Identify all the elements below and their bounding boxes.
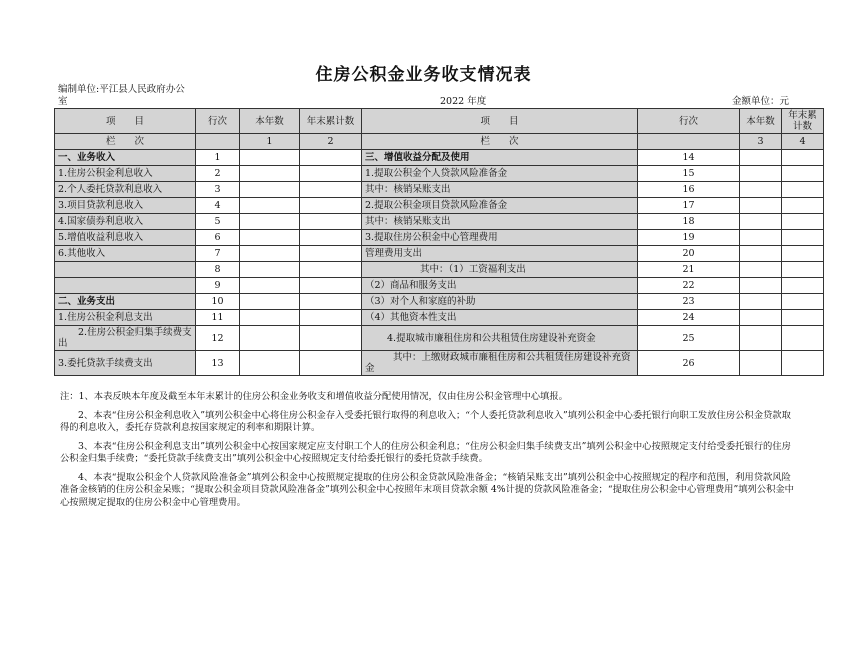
table-row	[55, 262, 824, 278]
row-no-left: 9	[196, 278, 240, 294]
value-cell	[300, 278, 362, 294]
value-cell	[240, 166, 300, 182]
row-no-left: 13	[196, 351, 240, 376]
row-no-left: 8	[196, 262, 240, 278]
table-header-row	[55, 109, 824, 134]
value-cell	[740, 278, 782, 294]
row-no-left: 7	[196, 246, 240, 262]
table-row	[55, 198, 824, 214]
value-cell	[300, 351, 362, 376]
value-cell	[240, 326, 300, 351]
value-cell	[782, 182, 824, 198]
value-cell	[782, 351, 824, 376]
row-label-right: 其中：上缴财政城市廉租住房和公共租赁住房建设补充资金	[362, 351, 638, 376]
value-cell	[740, 150, 782, 166]
value-cell	[300, 214, 362, 230]
value-cell	[782, 198, 824, 214]
header-cumulative-right: 年末累计数	[782, 109, 824, 134]
value-cell	[740, 166, 782, 182]
row-no-left: 2	[196, 166, 240, 182]
row-label-left: 4.国家债券利息收入	[55, 214, 196, 230]
table-row	[55, 230, 824, 246]
column-label-right: 栏 次	[362, 134, 638, 150]
value-cell	[740, 182, 782, 198]
table-row	[55, 326, 824, 351]
row-label-left: 6.其他收入	[55, 246, 196, 262]
value-cell	[740, 262, 782, 278]
row-label-right: 其中：核销呆账支出	[362, 182, 638, 198]
value-cell	[740, 230, 782, 246]
value-cell	[740, 198, 782, 214]
table-row	[55, 182, 824, 198]
compiling-unit	[58, 84, 185, 108]
row-label-left	[55, 262, 196, 278]
row-no-right: 21	[638, 262, 740, 278]
header-current-year-right: 本年数	[740, 109, 782, 134]
value-cell	[782, 246, 824, 262]
row-label-left: 1.住房公积金利息收入	[55, 166, 196, 182]
row-no-right: 14	[638, 150, 740, 166]
footnote-3: 3、本表“住房公积金利息支出”填列公积金中心按国家规定应支付职工个人的住房公积金利息；“住房公积金归集手续费支出”填列公积金中心按照规定支付给受委托银行的住房公积金归集手续费；“委托贷款手续费支出”填列公积金中心按照规定支付给委托银行的委托贷款手续费。	[60, 440, 791, 464]
row-label-right: 三、增值收益分配及使用	[362, 150, 638, 166]
column-number-1: 1	[240, 134, 300, 150]
column-number-3: 3	[740, 134, 782, 150]
value-cell	[300, 310, 362, 326]
income-expense-table	[54, 108, 824, 376]
row-no-left: 4	[196, 198, 240, 214]
row-no-left: 3	[196, 182, 240, 198]
value-cell	[782, 214, 824, 230]
value-cell	[240, 262, 300, 278]
column-number-4: 4	[782, 134, 824, 150]
row-no-left: 6	[196, 230, 240, 246]
value-cell	[240, 182, 300, 198]
value-cell	[782, 326, 824, 351]
table-row	[55, 310, 824, 326]
value-cell	[300, 262, 362, 278]
footnote-4: 4、本表“提取公积金个人贷款风险准备金”填列公积金中心按照规定提取的住房公积金贷款风险准备金；“核销呆账支出”填列公积金中心按照规定的程序和范围，利用贷款风险准备金核销的住房公积金呆账；“提取公积金项目贷款风险准备金”填列公积金中心按照年末项目贷款余额 4%计提的贷款风险准备金；“提取住房公积金中心管理费用”填列公积金中心按照规定提取的住房公积金中心管理费用。	[60, 471, 794, 508]
value-cell	[782, 278, 824, 294]
row-no-right: 25	[638, 326, 740, 351]
row-no-left: 11	[196, 310, 240, 326]
value-cell	[300, 182, 362, 198]
currency-unit: 金额单位：元	[731, 96, 789, 107]
row-label-right: 其中：（1）工资福利支出	[362, 262, 638, 278]
compiling-unit-line1: 编制单位:平江县人民政府办公	[58, 84, 185, 95]
value-cell	[240, 351, 300, 376]
row-no-right: 26	[638, 351, 740, 376]
value-cell	[240, 150, 300, 166]
value-cell	[300, 294, 362, 310]
row-label-right: 1.提取公积金个人贷款风险准备金	[362, 166, 638, 182]
row-label-left: 1.住房公积金利息支出	[55, 310, 196, 326]
row-label-right: 其中：核销呆账支出	[362, 214, 638, 230]
row-no-left: 10	[196, 294, 240, 310]
row-no-right: 23	[638, 294, 740, 310]
row-no-right: 16	[638, 182, 740, 198]
value-cell	[240, 278, 300, 294]
report-year: 2022 年度	[440, 96, 487, 107]
row-label-right: 3.提取住房公积金中心管理费用	[362, 230, 638, 246]
column-number-row	[55, 134, 824, 150]
footnote-1: 注：1、本表反映本年度及截至本年末累计的住房公积金业务收支和增值收益分配使用情况，仅由住房公积金管理中心填报。	[60, 391, 568, 402]
value-cell	[782, 166, 824, 182]
value-cell	[300, 150, 362, 166]
value-cell	[300, 166, 362, 182]
value-cell	[240, 214, 300, 230]
row-no-right: 22	[638, 278, 740, 294]
header-cumulative: 年末累计数	[300, 109, 362, 134]
row-no-left: 5	[196, 214, 240, 230]
value-cell	[740, 326, 782, 351]
value-cell	[782, 310, 824, 326]
row-label-right: 2.提取公积金项目贷款风险准备金	[362, 198, 638, 214]
value-cell	[240, 230, 300, 246]
row-label-left: 一、业务收入	[55, 150, 196, 166]
value-cell	[300, 230, 362, 246]
table-row	[55, 150, 824, 166]
header-row-no-left: 行次	[196, 109, 240, 134]
header-item-left: 项 目	[55, 109, 196, 134]
table-row	[55, 166, 824, 182]
header-item-right: 项 目	[362, 109, 638, 134]
column-blank-left	[196, 134, 240, 150]
value-cell	[300, 326, 362, 351]
value-cell	[782, 294, 824, 310]
row-label-right: （2）商品和服务支出	[362, 278, 638, 294]
column-label-left: 栏 次	[55, 134, 196, 150]
row-no-right: 17	[638, 198, 740, 214]
table-row	[55, 214, 824, 230]
footnotes	[60, 391, 795, 515]
value-cell	[740, 246, 782, 262]
table-row	[55, 294, 824, 310]
value-cell	[740, 214, 782, 230]
row-label-right: 4.提取城市廉租住房和公共租赁住房建设补充资金	[362, 326, 638, 351]
row-no-right: 20	[638, 246, 740, 262]
footnote-2: 2、本表“住房公积金利息收入”填列公积金中心将住房公积金存入受委托银行取得的利息收入；“个人委托贷款利息收入”填列公积金中心委托银行向职工发放住房公积金贷款取得的利息收入，委托存贷款利息按国家规定的利率和期限计算。	[60, 409, 791, 433]
report-title: 住房公积金业务收支情况表	[315, 65, 532, 85]
row-label-left	[55, 278, 196, 294]
value-cell	[782, 150, 824, 166]
row-no-right: 24	[638, 310, 740, 326]
value-cell	[240, 310, 300, 326]
header-row-no-right: 行次	[638, 109, 740, 134]
row-no-left: 12	[196, 326, 240, 351]
row-label-left: 3.委托贷款手续费支出	[55, 351, 196, 376]
column-number-2: 2	[300, 134, 362, 150]
value-cell	[240, 246, 300, 262]
value-cell	[300, 198, 362, 214]
value-cell	[240, 294, 300, 310]
table-row	[55, 351, 824, 376]
row-label-left: 2.个人委托贷款利息收入	[55, 182, 196, 198]
row-label-left: 2.住房公积金归集手续费支出	[55, 326, 196, 351]
row-no-left: 1	[196, 150, 240, 166]
value-cell	[740, 310, 782, 326]
compiling-unit-line2: 室	[58, 96, 68, 107]
value-cell	[300, 246, 362, 262]
row-label-right: （4）其他资本性支出	[362, 310, 638, 326]
row-label-right: 管理费用支出	[362, 246, 638, 262]
table-row	[55, 278, 824, 294]
row-label-left: 二、业务支出	[55, 294, 196, 310]
row-label-left: 3.项目贷款利息收入	[55, 198, 196, 214]
row-no-right: 15	[638, 166, 740, 182]
value-cell	[740, 351, 782, 376]
value-cell	[782, 262, 824, 278]
row-no-right: 18	[638, 214, 740, 230]
value-cell	[740, 294, 782, 310]
value-cell	[782, 230, 824, 246]
row-label-left: 5.增值收益利息收入	[55, 230, 196, 246]
column-blank-right	[638, 134, 740, 150]
row-label-right: （3）对个人和家庭的补助	[362, 294, 638, 310]
value-cell	[240, 198, 300, 214]
table-row	[55, 246, 824, 262]
row-no-right: 19	[638, 230, 740, 246]
header-current-year: 本年数	[240, 109, 300, 134]
